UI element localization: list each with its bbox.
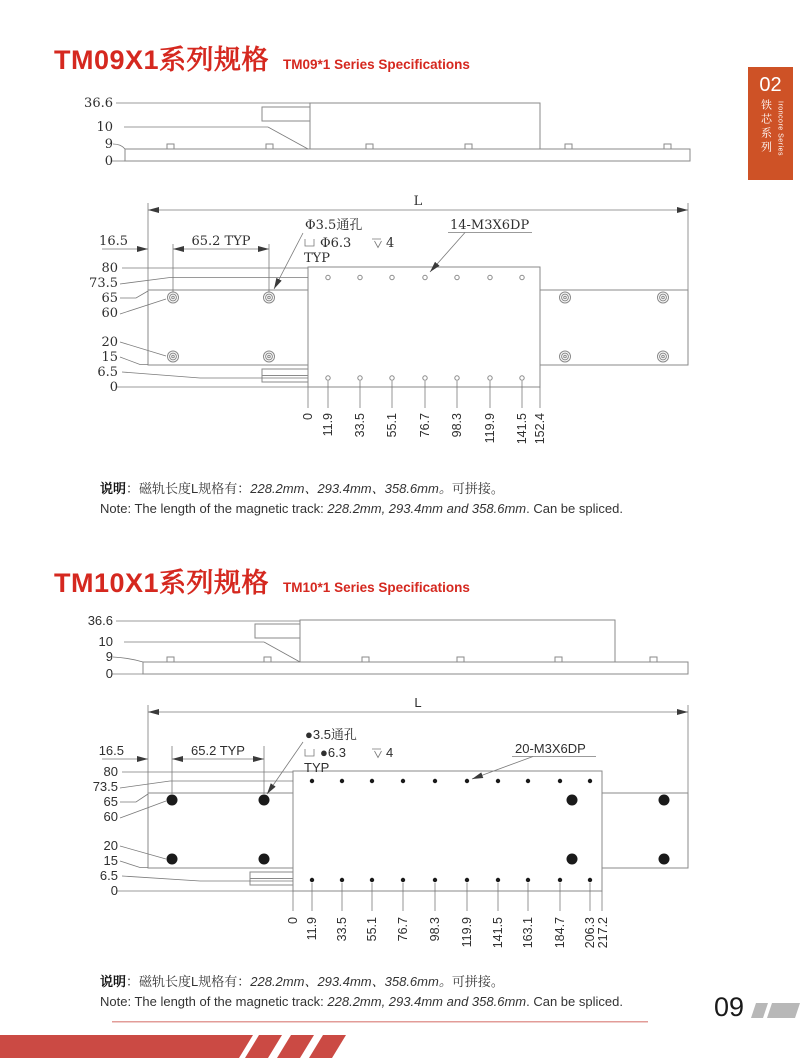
tm09-forcer-side <box>310 103 540 149</box>
tm10-cable-exit-side <box>255 624 300 638</box>
tm09-cable-exit-side <box>262 107 310 121</box>
svg-text:15: 15 <box>101 350 118 365</box>
tm10-bottom-scale <box>286 883 610 948</box>
svg-text:0: 0 <box>109 380 118 395</box>
depth-symbol-icon <box>372 239 382 248</box>
tm09-ladder-labels <box>89 261 118 395</box>
svg-text:141.5: 141.5 <box>491 917 505 949</box>
svg-text:55.1: 55.1 <box>365 917 379 942</box>
tm10-side-dim: 36.6 <box>87 613 113 628</box>
tm09-dim-pitch: 65.2 TYP <box>191 234 251 249</box>
tm10-top-view <box>93 695 688 948</box>
tm10-ladder-labels <box>93 764 118 898</box>
tm09-forcer-top <box>308 267 540 387</box>
tm10-forcer-top <box>293 771 602 891</box>
svg-text:60: 60 <box>103 809 118 824</box>
svg-text:119.9: 119.9 <box>460 917 474 948</box>
tm09-length-label: L <box>413 194 423 209</box>
svg-text:65: 65 <box>101 291 118 306</box>
svg-text:15: 15 <box>103 853 118 868</box>
svg-text:Φ3.5通孔: Φ3.5通孔 <box>305 218 363 233</box>
svg-text:0: 0 <box>301 413 315 420</box>
svg-text:80: 80 <box>101 261 118 276</box>
svg-text:6.5: 6.5 <box>97 365 118 380</box>
page-number: 09 <box>714 992 745 1022</box>
svg-text:4: 4 <box>386 745 394 760</box>
footer-thin-line <box>112 1021 648 1023</box>
tm09-bottom-scale <box>301 381 547 444</box>
svg-text:●6.3: ●6.3 <box>320 745 346 760</box>
tm10-rail-tabs <box>167 657 657 662</box>
tm09-note-cn: 说明：磁轨长度L规格有：228.2mm、293.4mm、358.6mm。可拼接。 <box>100 481 504 496</box>
tm09-note <box>100 479 623 519</box>
svg-text:217.2: 217.2 <box>596 917 610 949</box>
svg-text:184.7: 184.7 <box>553 917 567 949</box>
svg-text:0: 0 <box>110 883 118 898</box>
svg-text:152.4: 152.4 <box>533 413 547 445</box>
tm09-thread-callout <box>430 218 532 272</box>
svg-text:206.3: 206.3 <box>583 917 597 949</box>
tm09-side-dim: 9 <box>104 137 113 152</box>
tm09-note-en: Note: The length of the magnetic track: 228.2mm, 293.4mm and 358.6mm. Can be spliced. <box>100 501 623 516</box>
svg-text:20-M3X6DP: 20-M3X6DP <box>515 741 586 756</box>
footer-banner-icon <box>0 1035 346 1058</box>
tm10-side-dim: 9 <box>105 649 113 664</box>
counterbore-symbol-icon <box>305 749 314 756</box>
depth-symbol-icon <box>372 749 382 758</box>
tm09-technical-drawing <box>40 85 760 470</box>
svg-text:11.9: 11.9 <box>305 917 319 941</box>
tm09-side-view <box>84 96 690 169</box>
svg-text:TYP: TYP <box>304 760 330 775</box>
svg-text:76.7: 76.7 <box>396 917 410 942</box>
tm10-section-title <box>54 561 470 600</box>
tm10-technical-drawing <box>40 600 760 965</box>
svg-text:65: 65 <box>103 794 118 809</box>
svg-text:141.5: 141.5 <box>515 413 529 445</box>
svg-text:33.5: 33.5 <box>353 413 367 438</box>
tm09-section-title <box>54 38 470 77</box>
tm09-dim-end-offset: 16.5 <box>99 234 128 249</box>
tm10-side-dim: 10 <box>98 634 113 649</box>
svg-text:20: 20 <box>101 335 118 350</box>
tm10-length-label: L <box>414 695 422 710</box>
tm09-side-dim: 0 <box>104 154 113 169</box>
svg-text:Φ6.3: Φ6.3 <box>320 236 352 251</box>
svg-text:80: 80 <box>103 764 118 779</box>
tm10-dim-end-offset: 16.5 <box>98 743 124 758</box>
svg-text:6.5: 6.5 <box>99 868 118 883</box>
chapter-series-cn: 铁芯系列 <box>759 99 772 156</box>
footer-decoration <box>0 990 800 1058</box>
svg-text:163.1: 163.1 <box>521 917 535 949</box>
tm09-title-cn: TM09X1系列规格 <box>54 45 270 75</box>
svg-text:0: 0 <box>286 917 300 924</box>
svg-text:20: 20 <box>103 838 118 853</box>
tm10-side-dim: 0 <box>105 666 113 681</box>
svg-text:11.9: 11.9 <box>321 413 335 437</box>
tm10-side-view <box>88 613 688 681</box>
svg-text:55.1: 55.1 <box>385 413 399 438</box>
svg-text:76.7: 76.7 <box>418 413 432 438</box>
page-number-slashes-icon <box>751 1003 800 1018</box>
counterbore-symbol-icon <box>305 239 314 246</box>
svg-text:98.3: 98.3 <box>450 413 464 438</box>
svg-text:73.5: 73.5 <box>92 779 118 794</box>
tm09-top-view <box>89 194 688 444</box>
tm10-title-en: TM10*1 Series Specifications <box>283 580 470 595</box>
svg-text:33.5: 33.5 <box>335 917 349 942</box>
chapter-number: 02 <box>759 74 782 96</box>
svg-text:●3.5通孔: ●3.5通孔 <box>305 727 357 742</box>
tm09-title-en: TM09*1 Series Specifications <box>283 57 470 72</box>
tm10-forcer-side <box>300 620 615 662</box>
svg-text:TYP: TYP <box>304 251 330 266</box>
tm10-note-en: Note: The length of the magnetic track: 228.2mm, 293.4mm and 358.6mm. Can be spliced. <box>100 994 623 1009</box>
tm09-side-dim: 36.6 <box>84 96 113 111</box>
tm09-rail-tabs <box>167 144 671 149</box>
svg-text:4: 4 <box>386 236 395 251</box>
chapter-series-en: Ironcore Series <box>776 101 784 156</box>
svg-text:98.3: 98.3 <box>428 917 442 942</box>
svg-text:60: 60 <box>101 306 118 321</box>
svg-text:73.5: 73.5 <box>89 276 118 291</box>
tm10-dim-pitch: 65.2 TYP <box>191 743 245 758</box>
svg-text:14-M3X6DP: 14-M3X6DP <box>450 218 530 233</box>
svg-text:119.9: 119.9 <box>483 413 497 444</box>
tm10-note-cn: 说明：磁轨长度L规格有：228.2mm、293.4mm、358.6mm。可拼接。 <box>100 974 504 989</box>
tm09-side-dim: 10 <box>96 120 113 135</box>
tm10-title-cn: TM10X1系列规格 <box>54 568 270 598</box>
